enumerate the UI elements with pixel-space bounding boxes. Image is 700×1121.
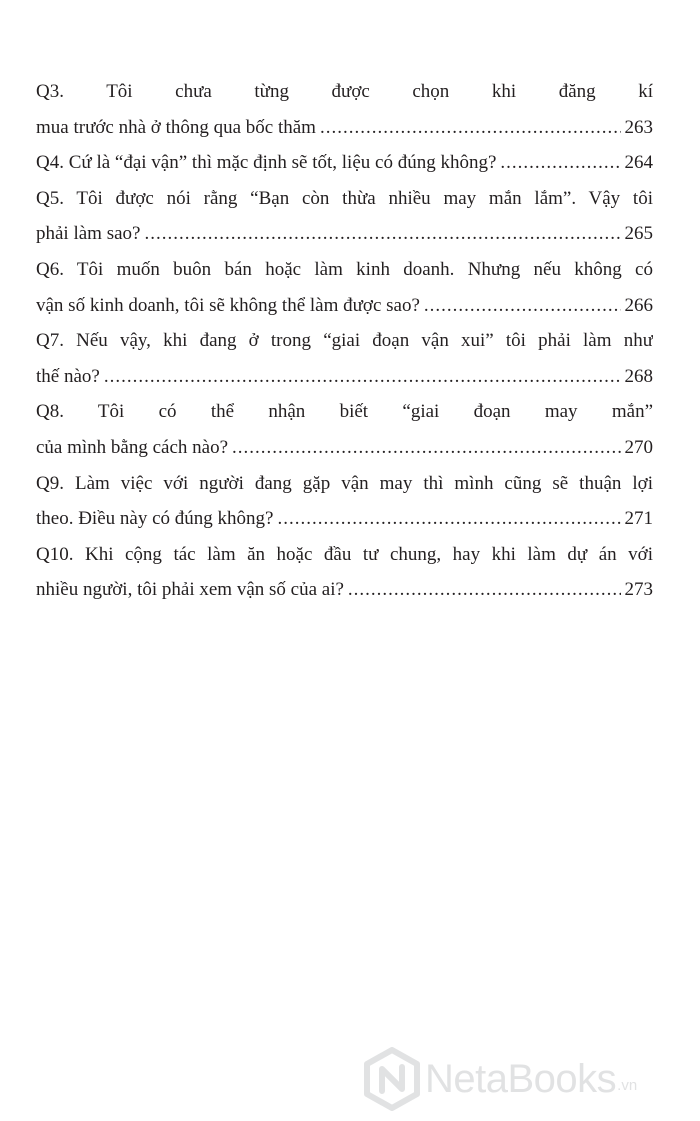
watermark-suffix: .vn [617,1077,638,1094]
toc-entry-title: thế nào? [36,365,100,387]
toc-entry-title: Q4. Cứ là “đại vận” thì mặc định sẽ tốt, liệu có đúng không? [36,152,497,174]
toc-entry-final-line [36,216,653,252]
toc-entry-final-line [36,572,653,608]
toc-entry-title: phải làm sao? [36,223,141,245]
table-of-contents [36,74,653,608]
toc-entry-final-line [36,288,653,324]
dot-leader [104,359,621,395]
toc-entry-line: Q9. Làm việc với người đang gặp vận may thì mình cũng sẽ thuận lợi [36,472,653,494]
toc-entry-q5[interactable] [36,181,653,252]
toc-entry-final-line [36,501,653,537]
toc-entry-line: Q10. Khi cộng tác làm ăn hoặc đầu tư chung, hay khi làm dự án với [36,543,653,565]
toc-entry-line: Q7. Nếu vậy, khi đang ở trong “giai đoạn vận xui” tôi phải làm như [36,330,653,352]
page-number: 263 [624,116,653,138]
netabooks-logo-icon [363,1047,421,1111]
watermark [363,1046,637,1112]
toc-entry-title: của mình bằng cách nào? [36,436,229,458]
toc-entry-q3[interactable] [36,74,653,145]
page-number: 271 [624,508,653,530]
toc-entry-q6[interactable] [36,252,653,323]
dot-leader [277,501,620,537]
watermark-brand: NetaBooks [425,1056,617,1101]
page-number: 264 [624,152,653,174]
dot-leader [320,110,621,146]
page-number: 268 [624,365,653,387]
toc-entry-final-line [36,430,653,466]
page-number: 266 [624,294,653,316]
toc-entry-q7[interactable] [36,323,653,394]
toc-entry-final-line [36,145,653,181]
page-number: 273 [624,579,653,601]
toc-entry-final-line [36,110,653,146]
toc-entry-line: Q5. Tôi được nói rằng “Bạn còn thừa nhiều may mắn lắm”. Vậy tôi [36,187,653,209]
toc-entry-title: vận số kinh doanh, tôi sẽ không thể làm được sao? [36,294,420,316]
page-number: 265 [624,223,653,245]
dot-leader [348,572,621,608]
toc-entry-q8[interactable] [36,394,653,465]
dot-leader [144,216,620,252]
toc-entry-title: mua trước nhà ở thông qua bốc thăm [36,116,316,138]
dot-leader [424,288,621,324]
toc-entry-title: theo. Điều này có đúng không? [36,508,274,530]
dot-leader [232,430,620,466]
toc-entry-line: Q3. Tôi chưa từng được chọn khi đăng kí [36,81,653,102]
dot-leader [500,145,620,181]
toc-entry-title: nhiều người, tôi phải xem vận số của ai? [36,579,344,601]
toc-entry-line: Q6. Tôi muốn buôn bán hoặc làm kinh doanh. Nhưng nếu không có [36,258,653,280]
toc-entry-q9[interactable] [36,466,653,537]
toc-entry-q10[interactable] [36,537,653,608]
toc-entry-final-line [36,359,653,395]
page-number: 270 [624,436,653,458]
toc-entry-q4[interactable] [36,145,653,181]
toc-entry-line: Q8. Tôi có thể nhận biết “giai đoạn may mắn” [36,401,653,423]
